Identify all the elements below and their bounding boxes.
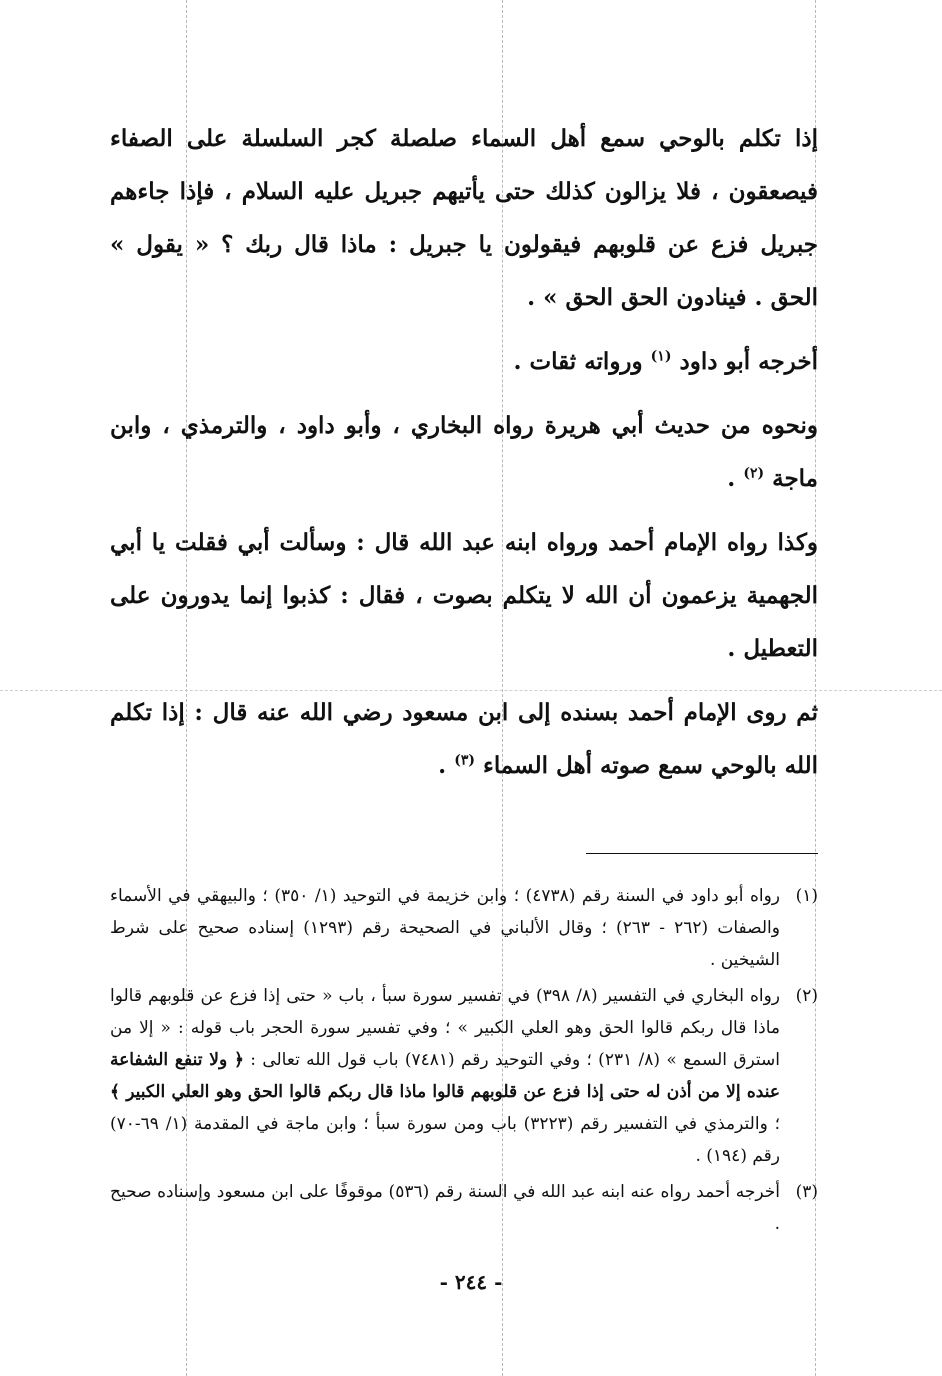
footnote bbox=[110, 1176, 818, 1240]
footnote-ref[interactable]: (١) bbox=[650, 348, 672, 365]
paragraph bbox=[110, 335, 818, 388]
footnote-number: (١) bbox=[795, 886, 818, 906]
footnote-text: أخرجه أحمد رواه عنه ابنه عبد الله في السنة رقم (٥٣٦) موقوفًا على ابن مسعود وإسناده صحيح . bbox=[110, 1182, 781, 1234]
paragraph-text: ثم روى الإمام أحمد بسنده إلى ابن مسعود رضي الله عنه قال : إذا تكلم الله بالوحي سمع صوته أهل السماء bbox=[110, 699, 818, 779]
main-text bbox=[110, 112, 818, 792]
paragraph-text: ورواته ثقات . bbox=[513, 348, 643, 375]
paragraph-text: أخرجه أبو داود bbox=[679, 348, 818, 375]
footnote-text: رواه أبو داود في السنة رقم (٤٧٣٨) ؛ وابن خزيمة في التوحيد (١/ ٣٥٠) ؛ والبيهقي في الأسماء والصفات (٢٦٢ - ٢٦٣) ؛ وقال الألباني في الصحيحة رقم (١٢٩٣) إسناده صحيح على شرط الشيخين . bbox=[110, 886, 780, 970]
footnotes bbox=[110, 880, 818, 1240]
footnote-number: (٣) bbox=[795, 1182, 818, 1202]
paragraph bbox=[110, 399, 818, 505]
footnote-text bbox=[110, 980, 780, 1172]
footnote bbox=[110, 880, 818, 976]
paragraph: إذا تكلم بالوحي سمع أهل السماء صلصلة كجر السلسلة على الصفاء فيصعقون ، فلا يزالون كذلك حتى يأتيهم جبريل عليه السلام ، فإذا جاءهم جبريل فزع عن قلوبهم فيقولون يا جبريل : ماذا قال ربك ؟ « يقول » الحق . فينادون الحق الحق » . bbox=[110, 125, 818, 311]
footnote-text-part: رواه البخاري في التفسير (٨/ ٣٩٨) في تفسير سورة سبأ ، باب « حتى إذا فزع عن قلوبهم قالوا ماذا قال ربكم قالوا الحق وهو العلي الكبير » ؛ وفي تفسير سورة الحجر باب قوله : « إلا من استرق السمع » (٨/ ٢٣١) ؛ وفي التوحيد رقم (٧٤٨١) باب قول الله تعالى : bbox=[110, 986, 780, 1070]
footnote-number: (٢) bbox=[795, 986, 818, 1006]
document-page bbox=[110, 112, 818, 1240]
footnote bbox=[110, 980, 818, 1172]
paragraph-text: ونحوه من حديث أبي هريرة رواه البخاري ، وأبو داود ، والترمذي ، وابن ماجة bbox=[110, 412, 818, 492]
footnote-text-part: ؛ والترمذي في التفسير رقم (٣٢٢٣) باب ومن سورة سبأ ؛ وابن ماجة في المقدمة (١/ ٦٩-٧٠) رقم (١٩٤) . bbox=[110, 1114, 780, 1166]
footnote-separator bbox=[586, 853, 818, 854]
page-number: - ٢٤٤ - bbox=[439, 1270, 503, 1294]
paragraph: وكذا رواه الإمام أحمد ورواه ابنه عبد الله قال : وسألت أبي فقلت يا أبي الجهمية يزعمون أن الله لا يتكلم بصوت ، فقال : كذبوا إنما يدورون على التعطيل . bbox=[110, 529, 818, 662]
footnote-ref[interactable]: (٣) bbox=[454, 752, 475, 769]
footnote-ref[interactable]: (٢) bbox=[743, 465, 765, 482]
paragraph bbox=[110, 686, 818, 792]
quran-quote: ﴿ ولا تنفع الشفاعة عنده إلا من أذن له حتى إذا فزع عن قلوبهم قالوا ماذا قال ربكم قالوا الحق وهو العلي الكبير ﴾ bbox=[110, 1050, 780, 1102]
paragraph-text: . bbox=[727, 465, 736, 492]
paragraph-text: . bbox=[438, 752, 447, 779]
